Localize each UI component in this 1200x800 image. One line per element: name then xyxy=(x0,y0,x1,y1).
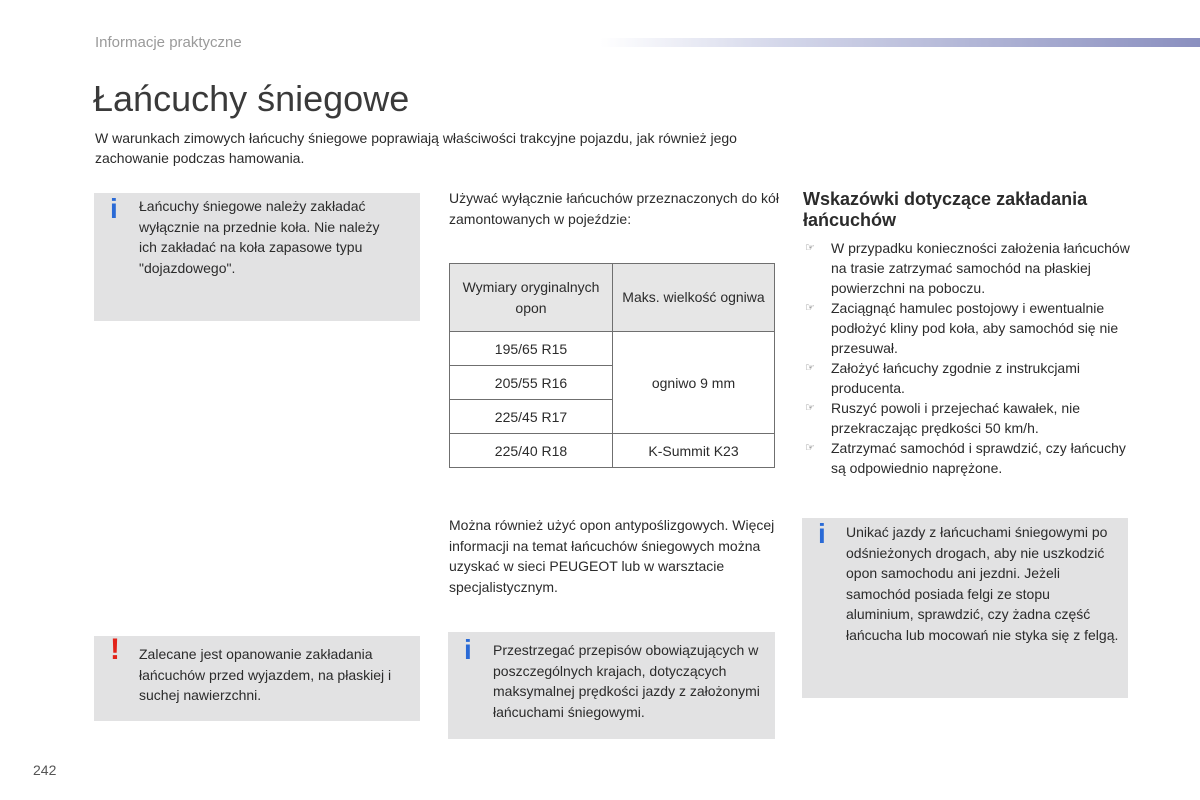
info-box-front-wheels xyxy=(94,193,420,321)
section-header: Informacje praktyczne xyxy=(95,34,242,51)
list-item-text: Ruszyć powoli i przejechać kawałek, nie przekraczając prędkości 50 km/h. xyxy=(831,400,1080,436)
info-box-text: Przestrzegać przepisów obowiązujących w poszczególnych krajach, dotyczących maksymalnej prędkości jazdy z założonymi łańcuchami śniegowymi. xyxy=(493,642,760,720)
list-item xyxy=(803,438,1133,478)
tips-list xyxy=(803,238,1133,478)
list-item-text: Założyć łańcuchy zgodnie z instrukcjami producenta. xyxy=(831,360,1080,396)
list-item-text: Zatrzymać samochód i sprawdzić, czy łańcuchy są odpowiednio naprężone. xyxy=(831,440,1126,476)
list-item xyxy=(803,358,1133,398)
list-item-text: W przypadku konieczności założenia łańcuchów na trasie zatrzymać samochód na płaskiej powierzchni na poboczu. xyxy=(831,240,1130,296)
list-item xyxy=(803,398,1133,438)
hand-pointer-icon: ☞ xyxy=(805,442,815,454)
table-cell-tyre: 225/45 R17 xyxy=(450,400,613,434)
table-cell-tyre: 205/55 R16 xyxy=(450,366,613,400)
table-header-row xyxy=(450,264,775,332)
list-item-text: Zaciągnąć hamulec postojowy i ewentualnie podłożyć kliny pod koła, aby samochód się nie przesuwał. xyxy=(831,300,1119,356)
table-cell-tyre: 195/65 R15 xyxy=(450,332,613,366)
table-cell-link-group: ogniwo 9 mm xyxy=(613,332,775,434)
header-decoration-bar xyxy=(600,38,1200,47)
info-box-text: Unikać jazdy z łańcuchami śniegowymi po odśnieżonych drogach, aby nie uszkodzić opon samochodu ani jezdni. Jeżeli samochód posiada felgi ze stopu aluminium, sprawdzić, czy żadna część łańcucha lub mocowań nie styka się z felgą. xyxy=(846,524,1119,643)
info-box-cleared-roads xyxy=(802,518,1128,698)
intro-paragraph: W warunkach zimowych łańcuchy śniegowe poprawiają właściwości trakcyjne pojazdu, jak również jego zachowanie podczas hamowania. xyxy=(95,130,737,166)
table-row xyxy=(450,332,775,366)
hand-pointer-icon: ☞ xyxy=(805,302,815,314)
warning-icon: ! xyxy=(110,633,120,666)
info-box-regulations xyxy=(448,632,775,739)
page-number: 242 xyxy=(33,762,57,778)
hand-pointer-icon: ☞ xyxy=(805,242,815,254)
info-box-text: Łańcuchy śniegowe należy zakładać wyłącznie na przednie koła. Nie należy ich zakładać na koła zapasowe typu "dojazdowego". xyxy=(139,198,380,276)
antiskid-paragraph: Można również użyć opon antypoślizgowych. Więcej informacji na temat łańcuchów śniegowych można uzyskać w sieci PEUGEOT lub w warsztacie specjalistycznym. xyxy=(449,517,775,595)
hand-pointer-icon: ☞ xyxy=(805,362,815,374)
info-icon: i xyxy=(464,634,472,665)
table-row xyxy=(450,434,775,468)
table-cell-tyre: 225/40 R18 xyxy=(450,434,613,468)
list-item xyxy=(803,298,1133,358)
tips-heading: Wskazówki dotyczące zakładania łańcuchów xyxy=(803,189,1088,230)
table-header-link-size: Maks. wielkość ogniwa xyxy=(613,264,775,332)
info-icon: i xyxy=(818,518,826,549)
hand-pointer-icon: ☞ xyxy=(805,402,815,414)
table-cell-link: K-Summit K23 xyxy=(613,434,775,468)
table-header-tyre-size: Wymiary oryginalnych opon xyxy=(450,264,613,332)
page-title: Łańcuchy śniegowe xyxy=(93,78,410,119)
info-icon: i xyxy=(110,193,118,224)
list-item xyxy=(803,238,1133,298)
warning-box-practice xyxy=(94,633,420,721)
warning-box-text: Zalecane jest opanowanie zakładania łańcuchów przed wyjazdem, na płaskiej i suchej nawierzchni. xyxy=(139,646,392,703)
use-only-paragraph: Używać wyłącznie łańcuchów przeznaczonych do kół zamontowanych w pojeździe: xyxy=(449,190,779,227)
chain-size-table xyxy=(449,263,775,468)
